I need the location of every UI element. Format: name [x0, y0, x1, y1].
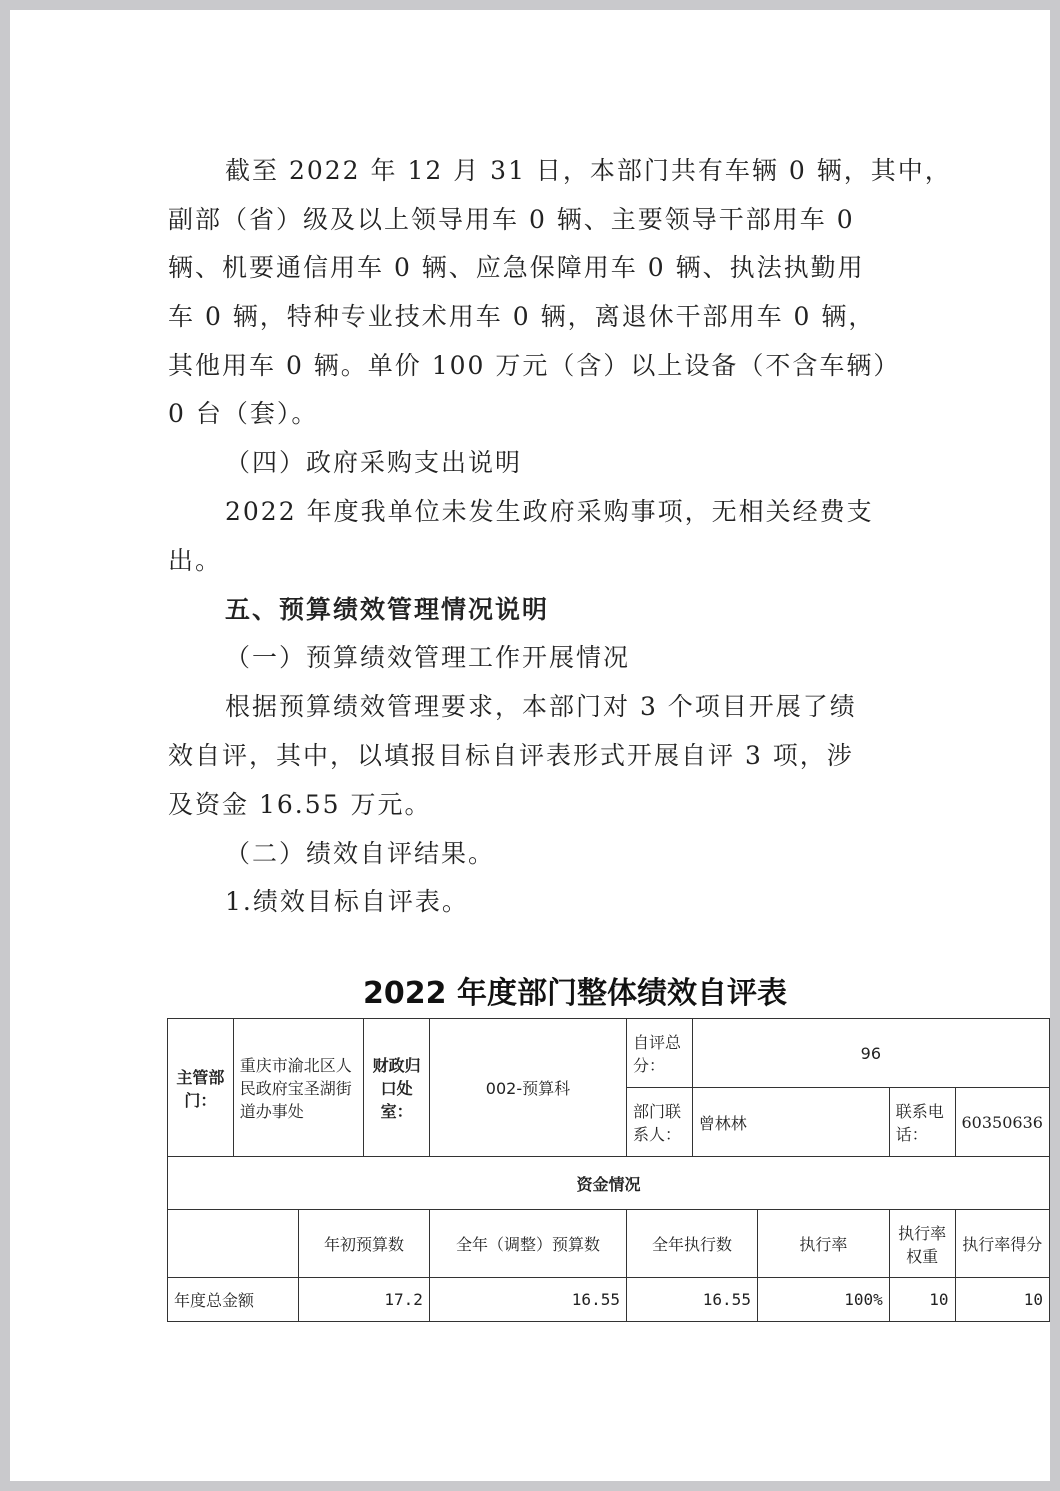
evaluation-table	[167, 1018, 1050, 1322]
document-page	[10, 10, 1050, 1481]
cell-rate-weight: 10	[889, 1278, 955, 1322]
paragraph-line: 1.绩效目标自评表。	[225, 887, 469, 916]
cell-initial-budget: 17.2	[298, 1278, 429, 1322]
funds-header: 资金情况	[168, 1157, 1050, 1210]
score-label: 自评总分：	[626, 1019, 692, 1088]
paragraph-line: 其他用车 0 辆。单价 100 万元（含）以上设备（不含车辆）	[168, 351, 901, 380]
col-header-executed: 全年执行数	[626, 1210, 757, 1278]
paragraph-line: 辆、机要通信用车 0 辆、应急保障用车 0 辆、执法执勤用	[168, 253, 865, 282]
col-header-blank	[168, 1210, 299, 1278]
paragraph-line: 根据预算绩效管理要求，本部门对 3 个项目开展了绩	[225, 692, 857, 721]
col-header-initial-budget: 年初预算数	[298, 1210, 429, 1278]
paragraph-line: 出。	[168, 546, 223, 575]
cell-execution-rate: 100%	[757, 1278, 889, 1322]
paragraph-line: 车 0 辆，特种专业技术用车 0 辆，离退休干部用车 0 辆，	[168, 302, 876, 331]
section-heading: （四）政府采购支出说明	[225, 448, 523, 477]
cell-executed: 16.55	[626, 1278, 757, 1322]
phone-value: 60350636	[955, 1088, 1050, 1157]
dept-value: 重庆市渝北区人民政府宝圣湖街道办事处	[233, 1019, 364, 1157]
section-heading: （二）绩效自评结果。	[225, 839, 496, 868]
col-header-execution-rate: 执行率	[757, 1210, 889, 1278]
paragraph-line: 0 台（套）。	[168, 399, 319, 428]
paragraph-line: 副部（省）级及以上领导用车 0 辆、主要领导干部用车 0	[168, 205, 855, 234]
cell-rate-score: 10	[955, 1278, 1050, 1322]
paragraph-line: 效自评，其中，以填报目标自评表形式开展自评 3 项，涉	[168, 741, 854, 770]
contact-label: 部门联系人：	[626, 1088, 692, 1157]
dept-label: 主管部门：	[168, 1019, 234, 1157]
col-header-adjusted-budget: 全年（调整）预算数	[429, 1210, 626, 1278]
section-heading: （一）预算绩效管理工作开展情况	[225, 643, 631, 672]
contact-value: 曾林林	[692, 1088, 889, 1157]
col-header-rate-score: 执行率得分	[955, 1210, 1050, 1278]
cell-adjusted-budget: 16.55	[429, 1278, 626, 1322]
finance-label: 财政归口处室：	[364, 1019, 430, 1157]
score-value: 96	[692, 1019, 1049, 1088]
col-header-rate-weight: 执行率权重	[889, 1210, 955, 1278]
phone-label: 联系电话：	[889, 1088, 955, 1157]
paragraph-line: 2022 年度我单位未发生政府采购事项，无相关经费支	[225, 497, 874, 526]
finance-value: 002-预算科	[429, 1019, 626, 1157]
section-heading: 五、预算绩效管理情况说明	[225, 595, 550, 624]
paragraph-line: 截至 2022 年 12 月 31 日，本部门共有车辆 0 辆，其中，	[225, 156, 952, 185]
row-label: 年度总金额	[168, 1278, 299, 1322]
table-title: 2022 年度部门整体绩效自评表	[363, 976, 787, 1011]
paragraph-line: 及资金 16.55 万元。	[168, 790, 432, 819]
